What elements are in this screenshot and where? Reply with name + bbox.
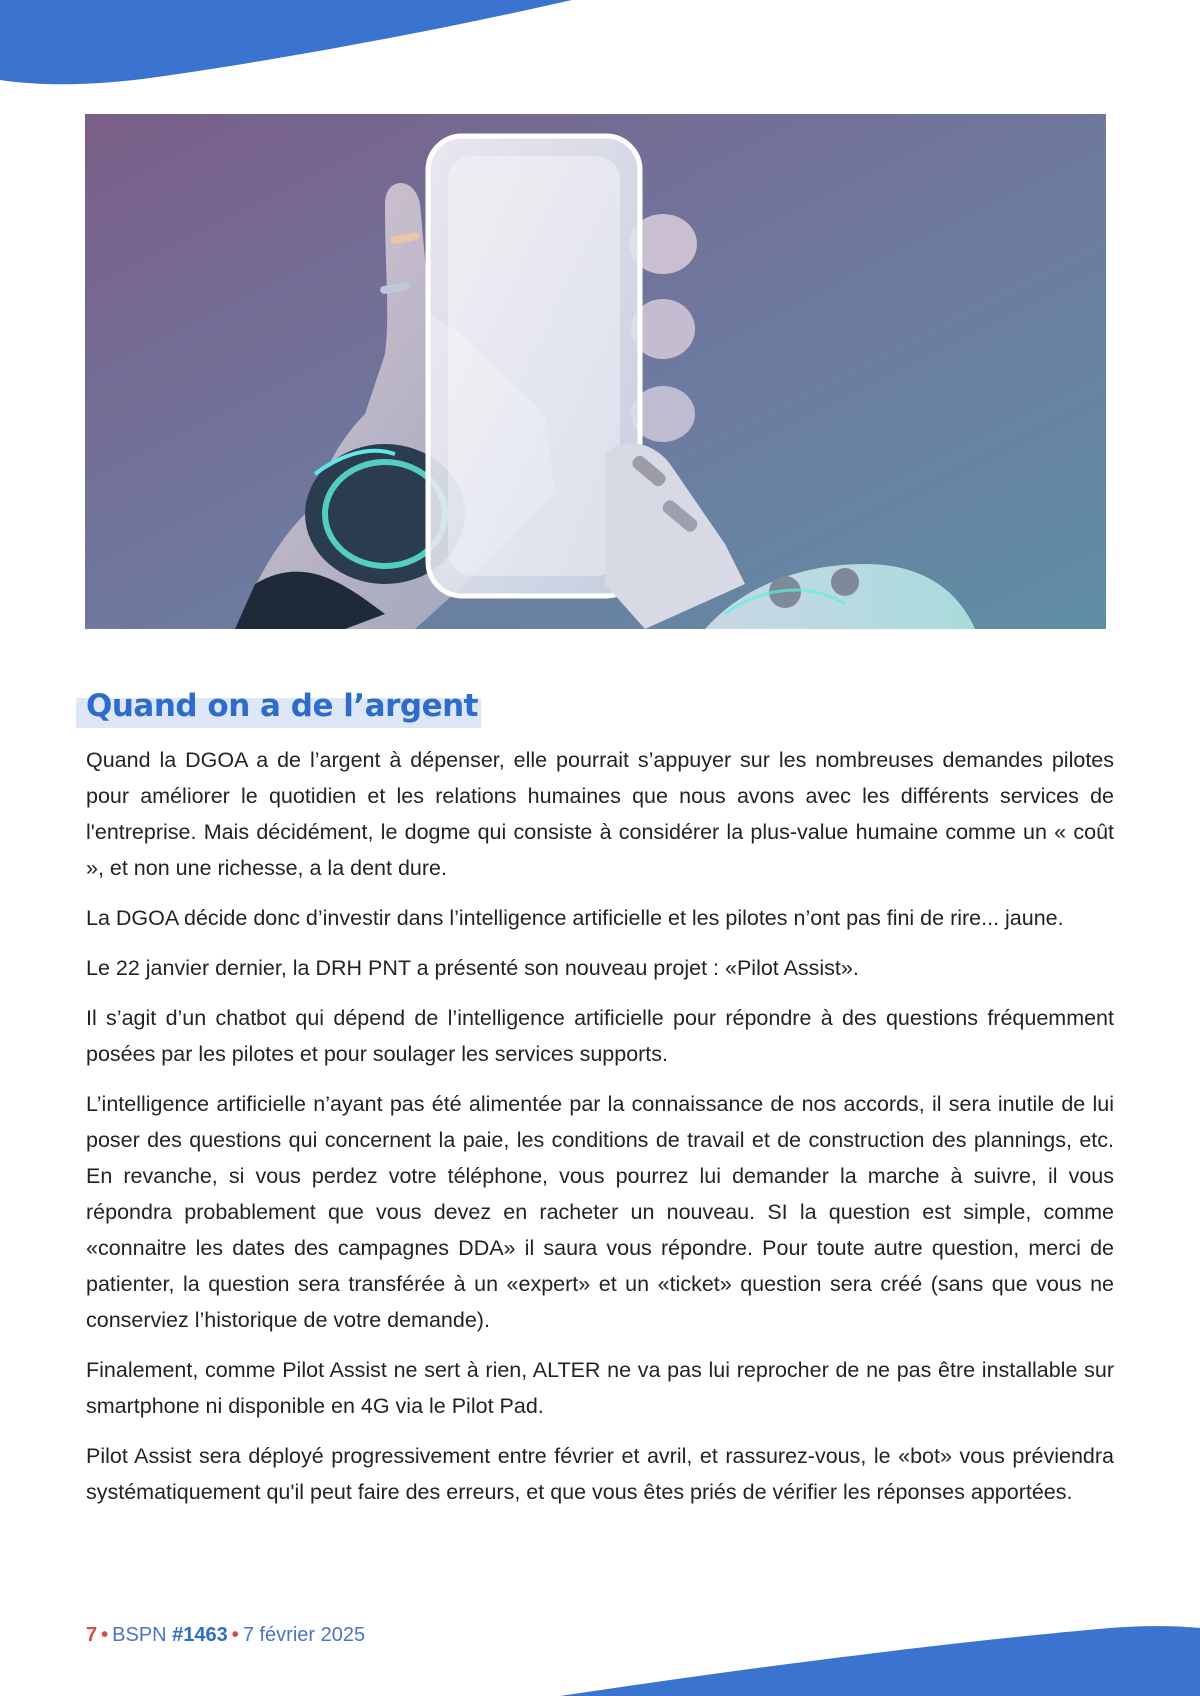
article-body [86,742,1114,1524]
publication-date: 7 février 2025 [242,1624,366,1646]
paragraph: Finalement, comme Pilot Assist ne sert à rien, ALTER ne va pas lui reprocher de ne pas être installable sur smartphone ni disponible en 4G via le Pilot Pad. [86,1358,1114,1418]
paragraph: Le 22 janvier dernier, la DRH PNT a présenté son nouveau projet : «Pilot Assist». [86,956,859,980]
paragraph: Il s’agit d’un chatbot qui dépend de l’intelligence artificielle pour répondre à des questions fréquemment posées par les pilotes et pour soulager les services supports. [86,1006,1114,1066]
section-heading [76,684,478,728]
page-number: 7 [86,1624,98,1646]
separator-dot: • [101,1624,109,1646]
publication-name: BSPN [112,1624,167,1646]
paragraph: L’intelligence artificielle n’ayant pas été alimentée par la connaissance de nos accords, il sera inutile de lui poser des questions qui concernent la paie, les conditions de travail et de construction des plannings, etc. En revanche, si vous perdez votre téléphone, vous pourrez lui demander la marche à suivre, il vous répondra probablement que vous devez en racheter un nouveau. SI la question est simple, comme «connaitre les dates des campagnes DDA» il saura vous répondre. Pour toute autre question, merci de patienter, la question sera transférée à un «expert» et un «ticket» question sera créé (sans que vous ne conserviez l’historique de votre demande). [86,1092,1114,1332]
issue-number: #1463 [172,1624,228,1646]
bottom-wave-decoration [0,1606,1200,1696]
hero-image [85,114,1106,629]
separator-dot: • [231,1624,239,1646]
article-title: Quand on a de l’argent [86,688,478,724]
paragraph: La DGOA décide donc d’investir dans l’intelligence artificielle et les pilotes n’ont pas fini de rire... jaune. [86,906,1064,930]
top-wave-decoration [0,0,1200,90]
paragraph: Pilot Assist sera déployé progressivement entre février et avril, et rassurez-vous, le «bot» vous préviendra systématiquement qu'il peut faire des erreurs, et que vous êtes priés de vérifier les réponses apportées. [86,1444,1114,1504]
paragraph: Quand la DGOA a de l’argent à dépenser, elle pourrait s’appuyer sur les nombreuses demandes pilotes pour améliorer le quotidien et les relations humaines que nous avons avec les différents services de l'entreprise. Mais décidément, le dogme qui consiste à considérer la plus-value humaine comme un « coût », et non une richesse, a la dent dure. [86,748,1114,880]
